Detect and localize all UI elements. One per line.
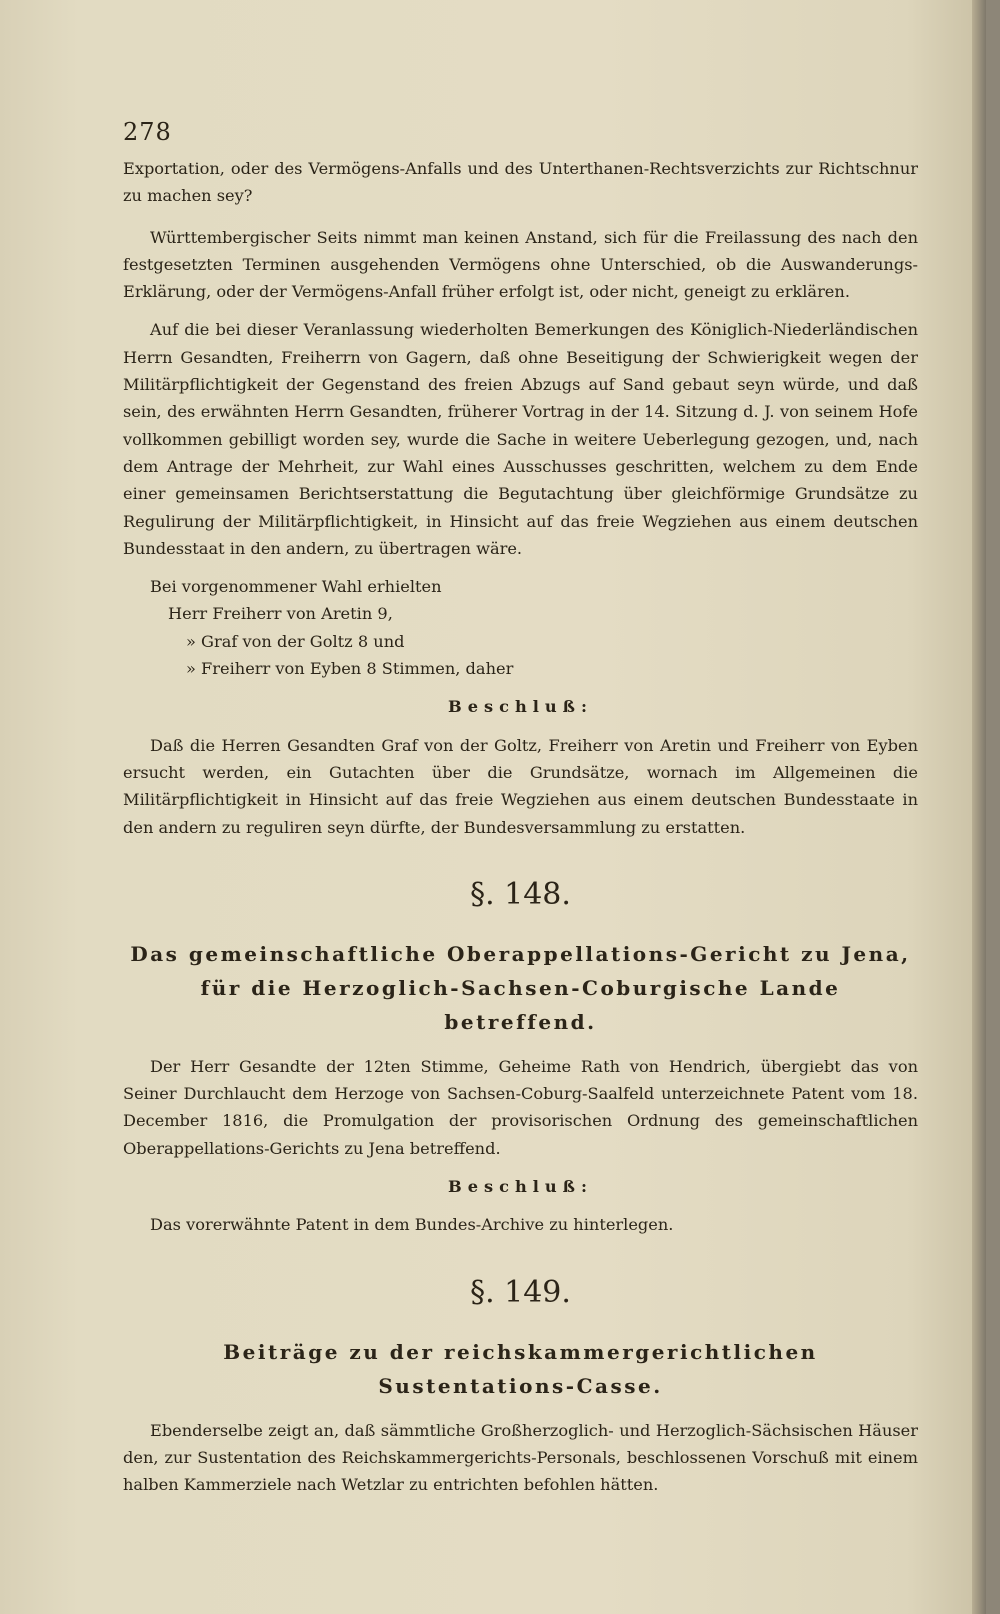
section-148-beschluss-heading: Beschluß: — [448, 1177, 593, 1197]
vote-result-goltz: » Graf von der Goltz 8 und — [186, 631, 405, 651]
page-number: 278 — [123, 118, 172, 146]
page-edge — [972, 0, 986, 1614]
section-149-text: Ebenderselbe zeigt an, daß sämmtliche Großherzoglich- und Herzoglich-Sächsischen Häuser den, zur Sustentation des Reichskammergerichts-Personals, beschlossenen Vorschuß mit einem halben Kammerziele nach Wetzlar zu entrichten befohlen hätten. — [123, 1420, 918, 1495]
page-body — [123, 155, 918, 1499]
beschluss-heading: Beschluß: — [448, 697, 593, 717]
paragraph-gagern: Auf die bei dieser Veranlassung wiederholten Bemerkungen des Königlich-Niederländischen Herrn Gesandten, Freiherrn von Gagern, daß ohne Beseitigung der Schwierigkeit wegen der Militärpflichtigkeit der Gegenstand des freien Abzugs auf Sand gebaut seyn würde, und daß sein, des erwähnten Herrn Gesandten, früherer Vortrag in der 14. Sitzung d. J. von seinem Hofe vollkommen gebilligt worden sey, wurde die Sache in weitere Ueberlegung gezogen, und, nach dem Antrage der Mehrheit, zur Wahl eines Ausschusses geschritten, welchem zu dem Ende einer gemeinsamen Berichtserstattung die Begutachtung über gleichförmige Grundsätze zu Regulirung der Militärpflichtigkeit, in Hinsicht auf das freie Wegziehen aus einem deutschen Bundesstaat in den andern, zu übertragen wäre. — [123, 320, 918, 558]
section-148-number: §. 148. — [470, 876, 571, 912]
paragraph-wuerttemberg: Württembergischer Seits nimmt man keinen Anstand, sich für die Freilassung des nach den festgesetzten Terminen ausgehenden Vermögens ohne Unterschied, ob die Auswanderungs-Erklärung, oder der Vermögens-Anfall früher erfolgt ist, oder nicht, geneigt zu erklären. — [123, 227, 918, 302]
beschluss-text: Daß die Herren Gesandten Graf von der Goltz, Freiherr von Aretin und Freiherr von Eyben ersucht werden, ein Gutachten über die Grundsätze, wornach im Allgemeinen die Militärpflichtigkeit in Hinsicht auf das freie Wegziehen aus einem deutschen Bundesstaate in den andern zu reguliren seyn dürfte, der Bundesversammlung zu erstatten. — [123, 735, 918, 837]
vote-intro: Bei vorgenommener Wahl erhielten — [150, 577, 442, 597]
section-148-decision: Das vorerwähnte Patent in dem Bundes-Archive zu hinterlegen. — [150, 1215, 674, 1235]
section-148-title: Das gemeinschaftliche Oberappellations-Gericht zu Jena, für die Herzoglich-Sachsen-Coburgische Lande betreffend. — [130, 941, 911, 1034]
section-148-text: Der Herr Gesandte der 12ten Stimme, Geheime Rath von Hendrich, übergiebt das von Seiner Durchlaucht dem Herzoge von Sachsen-Coburg-Saalfeld unterzeichnete Patent vom 18. December 1816, die Promulgation der provisorischen Ordnung des gemeinschaftlichen Oberappellations-Gerichts zu Jena betreffend. — [123, 1056, 918, 1158]
vote-result-eyben: » Freiherr von Eyben 8 Stimmen, daher — [186, 659, 514, 679]
paragraph-continuation: Exportation, oder des Vermögens-Anfalls und des Unterthanen-Rechtsverzichts zur Richtschnur zu machen sey? — [123, 159, 918, 206]
section-149-number: §. 149. — [470, 1274, 571, 1310]
vote-result-aretin: Herr Freiherr von Aretin 9, — [168, 604, 393, 624]
section-149-title: Beiträge zu der reichskammergerichtlichen Sustentations-Casse. — [223, 1339, 818, 1398]
